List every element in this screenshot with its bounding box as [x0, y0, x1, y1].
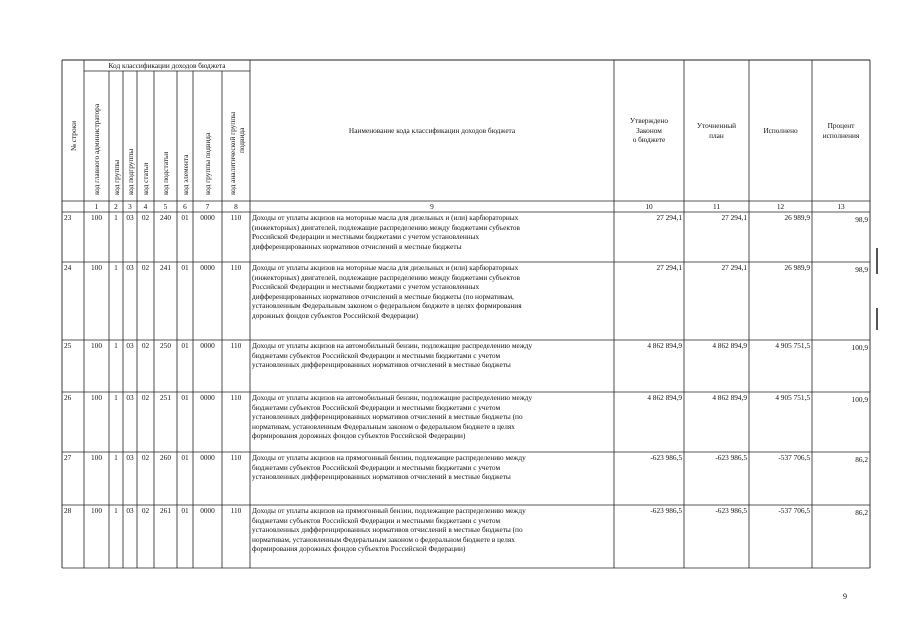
column-number: 2	[114, 202, 118, 211]
classification-code: 03	[126, 263, 134, 272]
classification-code: 03	[126, 213, 134, 222]
classification-code: 02	[141, 213, 150, 222]
classification-code: 1	[114, 393, 118, 402]
classification-code: 261	[160, 506, 171, 515]
revenue-name: Доходы от уплаты акцизов на прямогонный бензин, подлежащие распределению между бюджетами субъектов Российской Федерации и местными бюджетами с учетом установленных дифференцированных нормативов отчислений в местные бюджеты	[252, 453, 526, 482]
column-number: 8	[234, 202, 238, 211]
classification-code: 03	[126, 393, 134, 402]
approved-column-header: Утверждено Законом о бюджете	[629, 116, 669, 145]
column-number: 10	[645, 202, 653, 211]
row-number: 24	[64, 263, 72, 272]
classification-code: 251	[160, 393, 171, 402]
code-header: код элемента	[180, 154, 190, 195]
approved-value: 27 294,1	[656, 263, 682, 272]
classification-code: 100	[91, 263, 102, 272]
code-header: код главного администратора	[92, 103, 101, 195]
classification-code: 241	[160, 263, 171, 272]
classification-code: 03	[126, 453, 134, 462]
refined-value: 27 294,1	[721, 213, 747, 222]
classification-code: 02	[141, 453, 150, 462]
classification-code: 100	[91, 341, 102, 350]
classification-code: 03	[126, 506, 134, 515]
code-header: код подстатьи	[161, 151, 170, 195]
classification-code: 1	[114, 263, 118, 272]
approved-value: -623 986,5	[650, 506, 682, 515]
executed-value: -537 706,5	[778, 506, 810, 515]
revenue-name: Доходы от уплаты акцизов на прямогонный бензин, подлежащие распределению между бюджетами субъектов Российской Федерации и местными бюджетами с учетом установленных дифференцированных нормативов отчислений в местные бюджеты (по нормативам, установленным Федеральным законом о федеральном бюджете в целях формирования дорожных фондов субъектов Российской Федерации)	[252, 506, 526, 554]
classification-code: 01	[181, 393, 189, 402]
percent-value: 86,2	[855, 508, 868, 517]
classification-code: 01	[181, 453, 189, 462]
classification-code: 1	[114, 213, 118, 222]
approved-value: 27 294,1	[656, 213, 682, 222]
classification-code: 240	[160, 213, 171, 222]
classification-code: 0000	[200, 506, 215, 515]
classification-code: 02	[141, 506, 150, 515]
percent-value: 98,9	[855, 215, 868, 224]
column-number: 1	[94, 202, 99, 211]
executed-column-header: Исполнено	[763, 125, 798, 135]
row-number: 25	[64, 341, 72, 350]
classification-code: 110	[230, 453, 242, 462]
classification-code: 02	[141, 341, 150, 350]
classification-code: 110	[230, 341, 242, 350]
approved-value: 4 862 894,9	[647, 341, 682, 350]
classification-group-header: Код классификации доходов бюджета	[108, 61, 226, 70]
classification-code: 100	[91, 213, 102, 222]
column-number: 3	[128, 202, 132, 211]
classification-code: 0000	[200, 341, 215, 350]
executed-value: -537 706,5	[778, 453, 810, 462]
column-number: 13	[837, 202, 845, 211]
classification-code: 1	[114, 341, 118, 350]
executed-value: 26 989,9	[784, 263, 810, 272]
classification-code: 110	[230, 506, 242, 515]
classification-code: 110	[230, 393, 242, 402]
code-header-analytic-line2: подвида	[236, 127, 246, 153]
scan-edge-mark	[876, 308, 878, 330]
refined-value: 4 862 894,9	[712, 393, 747, 402]
classification-code: 100	[91, 393, 102, 402]
classification-code: 1	[114, 453, 118, 462]
column-number: 12	[776, 202, 785, 211]
revenue-name: Доходы от уплаты акцизов на автомобильный бензин, подлежащие распределению между бюджетами субъектов Российской Федерации и местными бюджетами с учетом установленных дифференцированных нормативов отчислений в местные бюджеты (по нормативам, установленным Федеральным законом о федеральном бюджете в целях формирования дорожных фондов субъектов Российской Федерации)	[252, 393, 533, 441]
percent-value: 98,9	[855, 265, 868, 274]
code-header-analytic-line1: код аналитической группы	[227, 111, 237, 195]
refined-value: -623 986,5	[715, 453, 747, 462]
column-number: 9	[430, 202, 434, 211]
percent-value: 100,9	[851, 395, 868, 404]
classification-code: 110	[230, 213, 242, 222]
name-column-header: Наименование кода классификации доходов бюджета	[348, 125, 516, 135]
refined-value: -623 986,5	[715, 506, 747, 515]
code-header: код группы подвида	[203, 132, 212, 195]
refined-value: 27 294,1	[721, 263, 747, 272]
classification-code: 01	[181, 506, 189, 515]
percent-value: 86,2	[855, 455, 868, 464]
classification-code: 02	[141, 393, 150, 402]
code-header: код группы	[111, 159, 121, 195]
page-number: 9	[843, 592, 847, 601]
row-number: 26	[64, 393, 72, 402]
column-number: 4	[143, 202, 148, 211]
row-number: 28	[64, 506, 72, 515]
percent-value: 100,9	[851, 343, 868, 352]
refined-value: 4 862 894,9	[712, 341, 747, 350]
classification-code: 0000	[200, 453, 215, 462]
revenue-name: Доходы от уплаты акцизов на автомобильный бензин, подлежащие распределению между бюджетами субъектов Российской Федерации и местными бюджетами с учетом установленных дифференцированных нормативов отчислений в местные бюджеты	[252, 341, 533, 370]
classification-code: 01	[181, 213, 189, 222]
classification-code: 100	[91, 453, 102, 462]
percent-column-header: Процент исполнения	[822, 120, 860, 140]
approved-value: -623 986,5	[650, 453, 682, 462]
classification-code: 250	[160, 341, 171, 350]
classification-code: 03	[126, 341, 134, 350]
column-number: 7	[205, 202, 210, 211]
classification-code: 02	[141, 263, 150, 272]
executed-value: 4 905 751,5	[775, 341, 810, 350]
classification-code: 0000	[200, 263, 215, 272]
column-number: 5	[163, 202, 168, 211]
column-number: 6	[183, 202, 187, 211]
row-number: 23	[64, 213, 72, 222]
column-number: 11	[712, 202, 721, 211]
approved-value: 4 862 894,9	[647, 393, 682, 402]
classification-code: 01	[181, 263, 189, 272]
refined-column-header: Уточненный план	[696, 120, 737, 140]
code-header: код статьи	[141, 162, 150, 195]
classification-code: 1	[114, 506, 118, 515]
row-number: 27	[64, 453, 72, 462]
code-header: код подгруппы	[125, 148, 135, 195]
classification-code: 110	[230, 263, 242, 272]
scan-edge-mark	[876, 248, 878, 274]
row-number-header: № строки	[68, 120, 78, 151]
revenue-name: Доходы от уплаты акцизов на моторные масла для дизельных и (или) карбюраторных (инжекторных) двигателей, подлежащие распределению между бюджетами субъектов Российской Федерации и местными бюджетами с учетом установленных дифференцированных нормативов отчислений в местные бюджеты (по нормативам, установленным Федеральным законом о федеральном бюджете в целях формирования дорожных фондов субъектов Российской Федерации)	[252, 263, 522, 320]
classification-code: 260	[160, 453, 171, 462]
executed-value: 26 989,9	[784, 213, 810, 222]
classification-code: 01	[181, 341, 189, 350]
executed-value: 4 905 751,5	[775, 393, 810, 402]
classification-code: 0000	[200, 393, 215, 402]
classification-code: 0000	[200, 213, 215, 222]
classification-code: 100	[91, 506, 102, 515]
revenue-name: Доходы от уплаты акцизов на моторные масла для дизельных и (или) карбюраторных (инжекторных) двигателей, подлежащие распределению между бюджетами субъектов Российской Федерации и местными бюджетами с учетом установленных дифференцированных нормативов отчислений в местные бюджеты	[252, 213, 520, 251]
